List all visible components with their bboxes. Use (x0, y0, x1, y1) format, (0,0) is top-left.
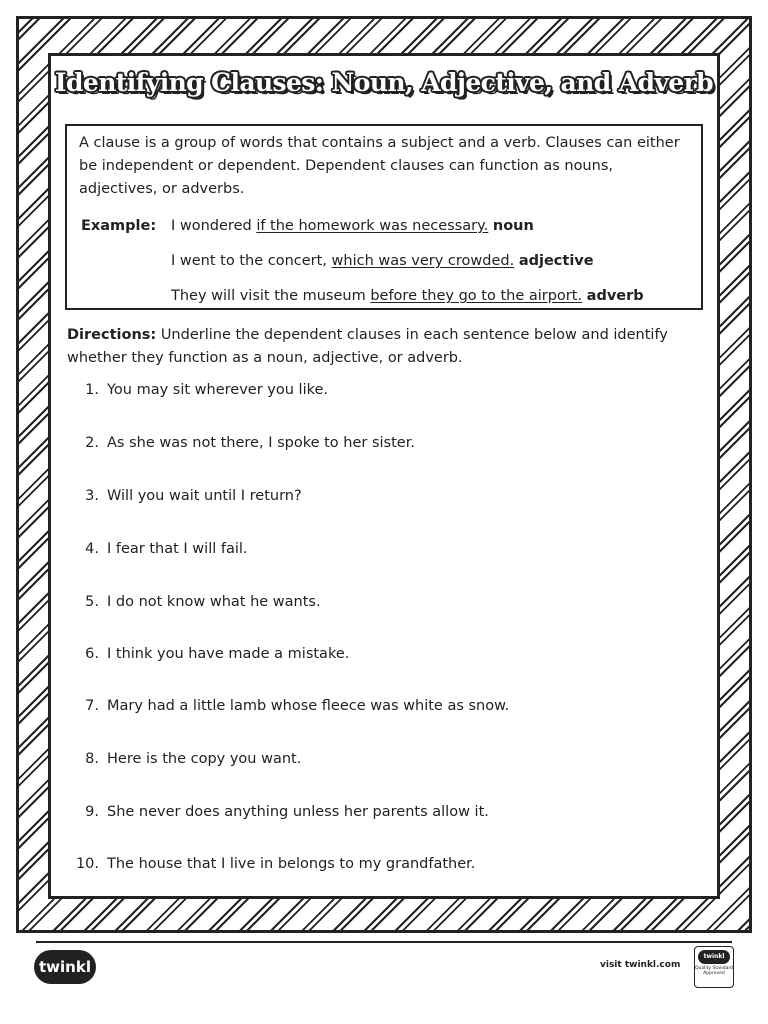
footer-divider (36, 941, 732, 943)
question-text: Here is the copy you want. (107, 751, 302, 767)
question-item (67, 539, 248, 559)
question-number: 9. (85, 804, 99, 820)
question-number: 1. (85, 382, 99, 398)
quality-badge-icon (694, 946, 734, 988)
page-title: Identifying Clauses: Noun, Adjective, and Adverb (54, 68, 714, 97)
example-before: I went to the concert, (171, 253, 332, 269)
example-type: adverb (586, 288, 644, 304)
badge-text: Quality Standard Approved (695, 966, 733, 976)
example-before: They will visit the museum (171, 288, 371, 304)
question-text: She never does anything unless her parents allow it. (107, 804, 489, 820)
question-item (67, 749, 301, 769)
example-type: adjective (518, 253, 594, 269)
question-number: 3. (85, 488, 99, 504)
question-text: You may sit wherever you like. (107, 382, 329, 398)
question-number: 6. (85, 646, 99, 662)
worksheet-panel (48, 53, 720, 899)
question-text: As she was not there, I spoke to her sister. (107, 435, 415, 451)
example-clause: if the homework was necessary. (256, 218, 489, 234)
question-number: 8. (85, 751, 99, 767)
intro-text: A clause is a group of words that contains a subject and a verb. Clauses can either be independent or dependent. Dependent clauses can function as nouns, adjectives, or adverbs. (79, 135, 680, 197)
question-number: 2. (85, 435, 99, 451)
example-clause: which was very crowded. (331, 253, 515, 269)
visit-link[interactable]: visit twinkl.com (600, 960, 681, 970)
directions-text: Underline the dependent clauses in each sentence below and identify whether they function as a noun, adjective, or adverb. (67, 327, 668, 366)
question-text: Will you wait until I return? (107, 488, 302, 504)
example-clause: before they go to the airport. (370, 288, 583, 304)
question-item (67, 802, 489, 822)
question-item (67, 592, 321, 612)
question-number: 4. (85, 541, 99, 557)
question-text: The house that I live in belongs to my grandfather. (107, 856, 476, 872)
question-item (67, 486, 302, 506)
directions-label: Directions: (67, 327, 157, 343)
question-number: 5. (85, 594, 99, 610)
question-item (67, 380, 328, 400)
example-type: noun (492, 218, 534, 234)
example-label: Example: (81, 218, 157, 234)
question-text: I think you have made a mistake. (107, 646, 350, 662)
question-item (67, 854, 475, 874)
question-number: 10. (75, 856, 99, 872)
question-number: 7. (85, 698, 99, 714)
question-item (67, 644, 349, 664)
question-item (67, 433, 415, 453)
question-item (67, 696, 509, 716)
question-text: I do not know what he wants. (107, 594, 321, 610)
badge-logo: twinkl (698, 950, 730, 964)
question-text: I fear that I will fail. (107, 541, 248, 557)
directions (67, 324, 707, 370)
question-text: Mary had a little lamb whose fleece was white as snow. (107, 698, 510, 714)
example-before: I wondered (171, 218, 257, 234)
twinkl-logo[interactable]: twinkl (34, 950, 96, 984)
